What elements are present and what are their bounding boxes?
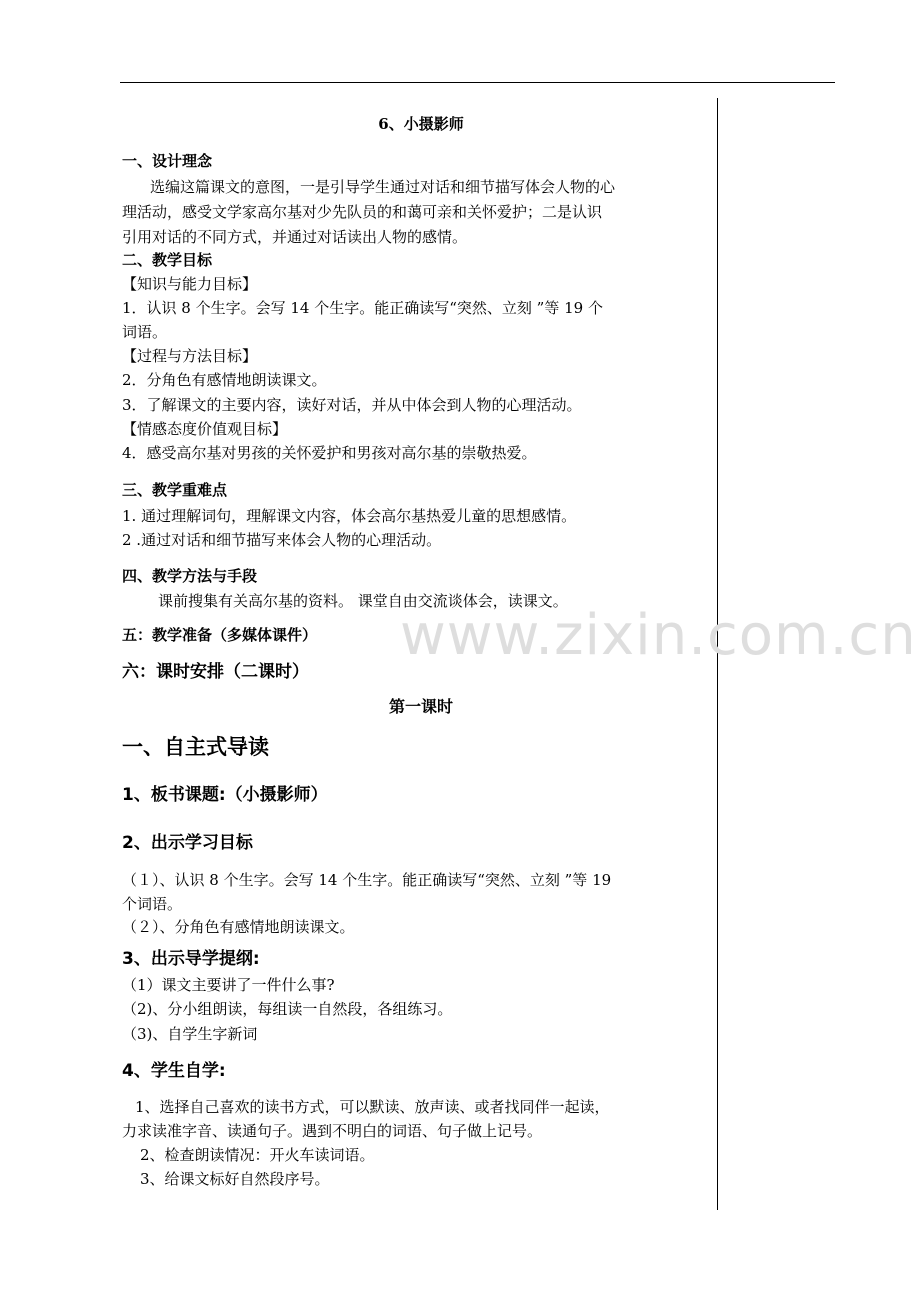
goal-item: 4．感受高尔基对男孩的关怀爱护和男孩对高尔基的崇敬热爱。: [122, 444, 537, 462]
header-rule: [120, 82, 835, 83]
self-study-line: 2、检查朗读情况：开火车读词语。: [140, 1146, 375, 1164]
section-heading-methods: 四、教学方法与手段: [122, 567, 258, 585]
subheading-emotion: 【情感态度价值观目标】: [122, 420, 288, 438]
paragraph-line: 选编这篇课文的意图，一是引导学生通过对话和细节描写体会人物的心: [150, 178, 616, 196]
outline-item: （1）课文主要讲了一件什么事?: [122, 976, 335, 994]
key-point: 2 .通过对话和细节描写来体会人物的心理活动。: [122, 531, 442, 549]
watermark: www.zixin.com.cn: [400, 603, 917, 668]
goal-item: 3．了解课文的主要内容，读好对话，并从中体会到人物的心理活动。: [122, 396, 582, 414]
paragraph-line: 引用对话的不同方式，并通过对话读出人物的感情。: [122, 228, 468, 246]
step-heading: 1、板书课题:（小摄影师）: [122, 785, 328, 805]
goal-item: （２）、分角色有感情地朗读课文。: [122, 918, 355, 936]
step-heading: 2、出示学习目标: [122, 833, 253, 853]
goal-item: 2．分角色有感情地朗读课文。: [122, 371, 327, 389]
section-heading-design-concept: 一、设计理念: [122, 152, 213, 170]
goal-item-continued: 词语。: [122, 323, 168, 341]
self-study-line: 力求读准字音、读通句子。遇到不明白的词语、句子做上记号。: [122, 1122, 543, 1140]
self-study-line: 1、选择自己喜欢的读书方式，可以默读、放声读、或者找同伴一起读，: [135, 1098, 610, 1116]
step-heading: 3、出示导学提纲:: [122, 949, 260, 969]
key-point: 1. 通过理解词句，理解课文内容，体会高尔基热爱儿童的思想感情。: [122, 507, 577, 525]
step-heading: 4、学生自学:: [122, 1061, 226, 1081]
paragraph-line: 理活动，感受文学家高尔基对少先队员的和蔼可亲和关怀爱护；二是认识: [122, 203, 603, 221]
section-heading-preparation: 五：教学准备（多媒体课件）: [122, 626, 318, 644]
section-heading-teaching-goals: 二、教学目标: [122, 251, 213, 269]
section-heading-key-points: 三、教学重难点: [122, 481, 228, 499]
outline-item: （2)、分小组朗读，每组读一自然段，各组练习。: [122, 1000, 453, 1018]
lesson-title: 第一课时: [388, 697, 453, 716]
part-heading: 一、自主式导读: [122, 735, 269, 759]
goal-item: 1．认识 8 个生字。会写 14 个生字。能正确读写“突然、立刻 ”等 19 个: [122, 299, 603, 317]
subheading-knowledge: 【知识与能力目标】: [122, 275, 258, 293]
goal-item-continued: 个词语。: [122, 895, 183, 913]
section-heading-schedule: 六：课时安排（二课时）: [122, 662, 309, 682]
self-study-line: 3、给课文标好自然段序号。: [140, 1170, 330, 1188]
subheading-process: 【过程与方法目标】: [122, 347, 258, 365]
page-title: 6、小摄影师: [378, 115, 464, 133]
goal-item: （１）、认识 8 个生字。会写 14 个生字。能正确读写“突然、立刻 ”等 19: [122, 871, 612, 889]
method-line: 课前搜集有关高尔基的资料。 课堂自由交流谈体会，读课文。: [158, 592, 568, 610]
outline-item: （3)、自学生字新词: [122, 1025, 258, 1043]
